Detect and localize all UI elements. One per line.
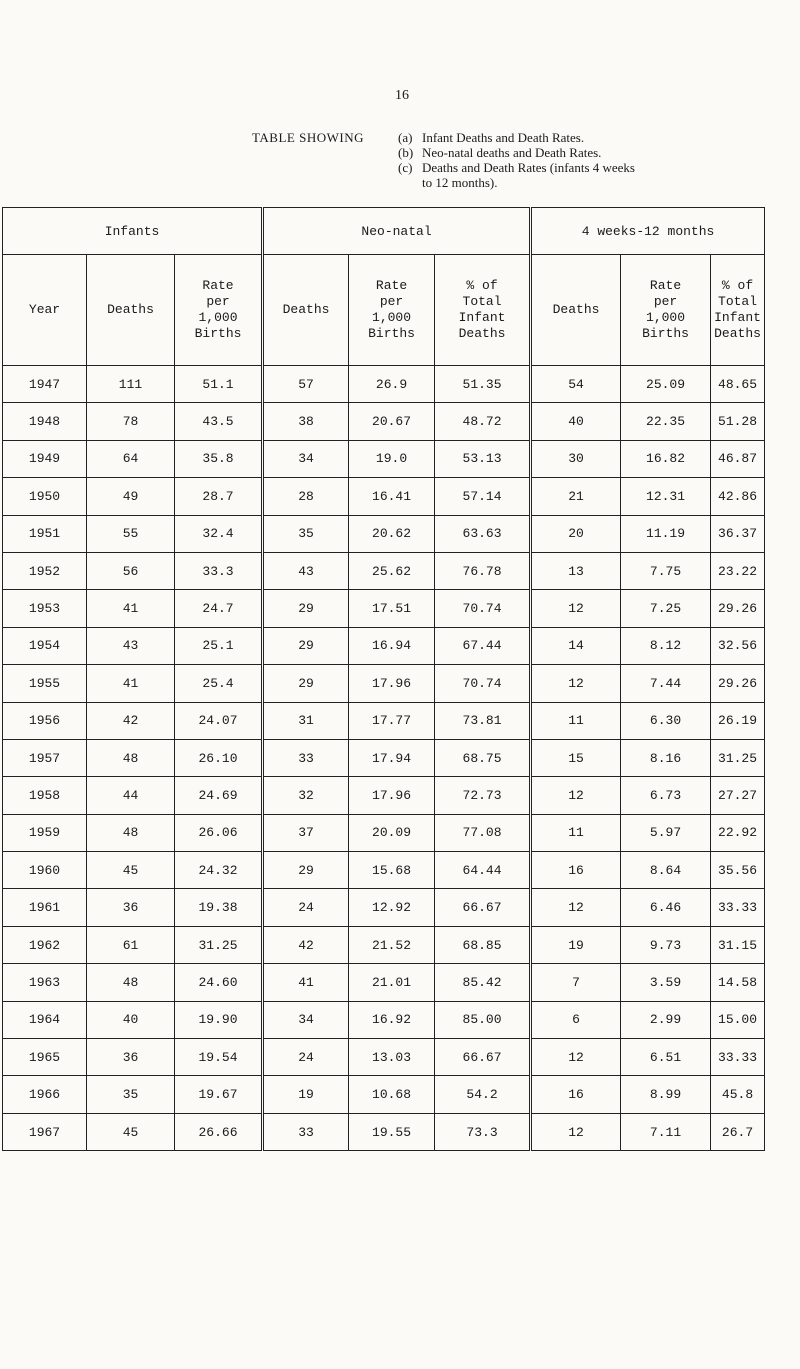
- table-cell: 16.41: [349, 478, 435, 515]
- table-cell: 57: [263, 366, 349, 403]
- table-row: [3, 777, 765, 814]
- table-cell: 20.09: [349, 814, 435, 851]
- table-cell: 17.96: [349, 777, 435, 814]
- table-cell: 21: [531, 478, 621, 515]
- table-cell: 1960: [3, 852, 87, 889]
- table-cell: 7.25: [621, 590, 711, 627]
- table-cell: 29: [263, 852, 349, 889]
- table-cell: 29: [263, 590, 349, 627]
- table-row: [3, 515, 765, 552]
- heading-continuation: to 12 months).: [422, 175, 498, 190]
- table-cell: 10.68: [349, 1076, 435, 1113]
- table-cell: 14: [531, 627, 621, 664]
- table-cell: 19.90: [175, 1001, 263, 1038]
- table-cell: 14.58: [711, 964, 765, 1001]
- table-cell: 25.4: [175, 665, 263, 702]
- table-cell: 33: [263, 1113, 349, 1150]
- table-cell: 37: [263, 814, 349, 851]
- table-cell: 54.2: [435, 1076, 531, 1113]
- table-cell: 24.07: [175, 702, 263, 739]
- table-cell: 41: [87, 665, 175, 702]
- column-header: % of Total Infant Deaths: [435, 255, 531, 366]
- group-header-neo-natal: Neo-natal: [263, 208, 531, 255]
- table-cell: 29.26: [711, 590, 765, 627]
- table-cell: 8.12: [621, 627, 711, 664]
- table-cell: 40: [87, 1001, 175, 1038]
- table-cell: 21.01: [349, 964, 435, 1001]
- table-cell: 5.97: [621, 814, 711, 851]
- table-cell: 111: [87, 366, 175, 403]
- table-cell: 77.08: [435, 814, 531, 851]
- table-cell: 73.3: [435, 1113, 531, 1150]
- heading-item: [398, 130, 635, 145]
- table-cell: 7.44: [621, 665, 711, 702]
- table-cell: 13: [531, 552, 621, 589]
- table-cell: 32.56: [711, 627, 765, 664]
- column-header: Deaths: [263, 255, 349, 366]
- table-cell: 48: [87, 739, 175, 776]
- table-cell: 1966: [3, 1076, 87, 1113]
- table-cell: 1962: [3, 926, 87, 963]
- heading-item-mark: (b): [398, 145, 414, 160]
- column-header: Deaths: [87, 255, 175, 366]
- table-body: [3, 366, 765, 1151]
- table-cell: 55: [87, 515, 175, 552]
- table-cell: 12: [531, 777, 621, 814]
- table-row: [3, 478, 765, 515]
- table-cell: 33: [263, 739, 349, 776]
- table-cell: 12: [531, 1113, 621, 1150]
- table-cell: 35.56: [711, 852, 765, 889]
- table-cell: 12: [531, 590, 621, 627]
- table-cell: 7: [531, 964, 621, 1001]
- table-cell: 1949: [3, 440, 87, 477]
- table-cell: 16.82: [621, 440, 711, 477]
- table-cell: 8.64: [621, 852, 711, 889]
- table-cell: 49: [87, 478, 175, 515]
- table-cell: 23.22: [711, 552, 765, 589]
- table-cell: 1953: [3, 590, 87, 627]
- table-cell: 42: [263, 926, 349, 963]
- table-cell: 31: [263, 702, 349, 739]
- table-cell: 85.00: [435, 1001, 531, 1038]
- table-cell: 48.65: [711, 366, 765, 403]
- table-cell: 25.1: [175, 627, 263, 664]
- table-cell: 26.19: [711, 702, 765, 739]
- table-cell: 43.5: [175, 403, 263, 440]
- column-header: Rate per 1,000 Births: [175, 255, 263, 366]
- table-cell: 1967: [3, 1113, 87, 1150]
- table-cell: 72.73: [435, 777, 531, 814]
- table-cell: 15: [531, 739, 621, 776]
- table-cell: 45.8: [711, 1076, 765, 1113]
- table-row: [3, 964, 765, 1001]
- table-row: [3, 852, 765, 889]
- table-cell: 85.42: [435, 964, 531, 1001]
- table-row: [3, 1039, 765, 1076]
- table-cell: 16: [531, 852, 621, 889]
- table-cell: 43: [87, 627, 175, 664]
- table-cell: 1956: [3, 702, 87, 739]
- column-header: Rate per 1,000 Births: [621, 255, 711, 366]
- table-cell: 48: [87, 964, 175, 1001]
- table-row: [3, 665, 765, 702]
- table-row: [3, 739, 765, 776]
- table-cell: 1947: [3, 366, 87, 403]
- table-cell: 31.25: [175, 926, 263, 963]
- table-cell: 7.75: [621, 552, 711, 589]
- table-cell: 68.75: [435, 739, 531, 776]
- table-row: [3, 702, 765, 739]
- table-cell: 26.10: [175, 739, 263, 776]
- heading-item-text: Infant Deaths and Death Rates.: [422, 130, 585, 145]
- table-cell: 6.30: [621, 702, 711, 739]
- heading-item-text: Deaths and Death Rates (infants 4 weeks: [422, 160, 635, 175]
- table-row: [3, 403, 765, 440]
- heading-item-text: Neo-natal deaths and Death Rates.: [422, 145, 602, 160]
- table-cell: 7.11: [621, 1113, 711, 1150]
- table-cell: 51.28: [711, 403, 765, 440]
- table-cell: 6: [531, 1001, 621, 1038]
- table-cell: 45: [87, 852, 175, 889]
- table-cell: 13.03: [349, 1039, 435, 1076]
- table-cell: 41: [87, 590, 175, 627]
- table-cell: 64: [87, 440, 175, 477]
- table-cell: 11: [531, 702, 621, 739]
- table-cell: 24: [263, 1039, 349, 1076]
- table-cell: 17.94: [349, 739, 435, 776]
- table-cell: 17.96: [349, 665, 435, 702]
- table-cell: 51.35: [435, 366, 531, 403]
- table-cell: 56: [87, 552, 175, 589]
- table-cell: 19: [531, 926, 621, 963]
- table-cell: 51.1: [175, 366, 263, 403]
- table-cell: 73.81: [435, 702, 531, 739]
- table-cell: 26.9: [349, 366, 435, 403]
- table-cell: 1965: [3, 1039, 87, 1076]
- table-cell: 54: [531, 366, 621, 403]
- table-cell: 25.09: [621, 366, 711, 403]
- column-header: Rate per 1,000 Births: [349, 255, 435, 366]
- table-cell: 48: [87, 814, 175, 851]
- table-cell: 19.67: [175, 1076, 263, 1113]
- table-cell: 1963: [3, 964, 87, 1001]
- table-row: [3, 1076, 765, 1113]
- table-row: [3, 366, 765, 403]
- table-cell: 29: [263, 665, 349, 702]
- table-cell: 21.52: [349, 926, 435, 963]
- table-cell: 44: [87, 777, 175, 814]
- table-cell: 57.14: [435, 478, 531, 515]
- table-cell: 68.85: [435, 926, 531, 963]
- table-cell: 24.60: [175, 964, 263, 1001]
- table-cell: 24: [263, 889, 349, 926]
- group-header-infants: Infants: [3, 208, 263, 255]
- table-cell: 28: [263, 478, 349, 515]
- table-cell: 24.7: [175, 590, 263, 627]
- table-cell: 25.62: [349, 552, 435, 589]
- table-cell: 11.19: [621, 515, 711, 552]
- table-row: [3, 590, 765, 627]
- table-cell: 1954: [3, 627, 87, 664]
- table-cell: 63.63: [435, 515, 531, 552]
- table-cell: 22.92: [711, 814, 765, 851]
- table-cell: 12: [531, 1039, 621, 1076]
- table-cell: 15.68: [349, 852, 435, 889]
- table-cell: 33.33: [711, 1039, 765, 1076]
- heading-lead: TABLE SHOWING: [252, 130, 364, 145]
- table-cell: 36: [87, 889, 175, 926]
- table-cell: 9.73: [621, 926, 711, 963]
- column-header: % of Total Infant Deaths: [711, 255, 765, 366]
- heading-item: [398, 145, 635, 160]
- table-cell: 42.86: [711, 478, 765, 515]
- table-row: [3, 1001, 765, 1038]
- table-cell: 8.99: [621, 1076, 711, 1113]
- table-cell: 16.92: [349, 1001, 435, 1038]
- table-cell: 35: [263, 515, 349, 552]
- table-cell: 32: [263, 777, 349, 814]
- table-row: [3, 440, 765, 477]
- table-cell: 11: [531, 814, 621, 851]
- table-cell: 36: [87, 1039, 175, 1076]
- table-cell: 15.00: [711, 1001, 765, 1038]
- table-row: [3, 627, 765, 664]
- table-cell: 12.92: [349, 889, 435, 926]
- table-cell: 20: [531, 515, 621, 552]
- page-number: 16: [395, 88, 409, 103]
- table-cell: 30: [531, 440, 621, 477]
- table-cell: 19.0: [349, 440, 435, 477]
- table-cell: 1951: [3, 515, 87, 552]
- table-cell: 6.51: [621, 1039, 711, 1076]
- table-cell: 78: [87, 403, 175, 440]
- death-rates-table: [2, 207, 765, 1151]
- table-cell: 20.62: [349, 515, 435, 552]
- table-cell: 27.27: [711, 777, 765, 814]
- table-cell: 38: [263, 403, 349, 440]
- table-cell: 19: [263, 1076, 349, 1113]
- table-cell: 26.66: [175, 1113, 263, 1150]
- table-cell: 29: [263, 627, 349, 664]
- table-cell: 16: [531, 1076, 621, 1113]
- table-cell: 6.46: [621, 889, 711, 926]
- table-cell: 24.69: [175, 777, 263, 814]
- table-cell: 46.87: [711, 440, 765, 477]
- table-cell: 43: [263, 552, 349, 589]
- table-cell: 66.67: [435, 889, 531, 926]
- table-cell: 1958: [3, 777, 87, 814]
- table-cell: 16.94: [349, 627, 435, 664]
- table-cell: 17.51: [349, 590, 435, 627]
- table-cell: 32.4: [175, 515, 263, 552]
- table-cell: 19.55: [349, 1113, 435, 1150]
- table-row: [3, 1113, 765, 1150]
- table-cell: 31.25: [711, 739, 765, 776]
- table-cell: 2.99: [621, 1001, 711, 1038]
- heading-items: [398, 130, 635, 190]
- table-cell: 22.35: [621, 403, 711, 440]
- table-cell: 28.7: [175, 478, 263, 515]
- table-cell: 8.16: [621, 739, 711, 776]
- table-cell: 1959: [3, 814, 87, 851]
- heading-item-mark: (a): [398, 130, 413, 145]
- column-header: Year: [3, 255, 87, 366]
- table-cell: 66.67: [435, 1039, 531, 1076]
- table-cell: 40: [531, 403, 621, 440]
- table-cell: 1961: [3, 889, 87, 926]
- table-cell: 70.74: [435, 665, 531, 702]
- column-header: Deaths: [531, 255, 621, 366]
- table-cell: 34: [263, 1001, 349, 1038]
- table-cell: 1964: [3, 1001, 87, 1038]
- table-cell: 67.44: [435, 627, 531, 664]
- table-row: [3, 552, 765, 589]
- table-cell: 35.8: [175, 440, 263, 477]
- table-cell: 36.37: [711, 515, 765, 552]
- table-cell: 31.15: [711, 926, 765, 963]
- heading-item: [398, 160, 635, 175]
- table-cell: 26.7: [711, 1113, 765, 1150]
- table-cell: 61: [87, 926, 175, 963]
- table-cell: 12: [531, 889, 621, 926]
- table-cell: 42: [87, 702, 175, 739]
- table-cell: 24.32: [175, 852, 263, 889]
- table-row: [3, 926, 765, 963]
- table-row: [3, 889, 765, 926]
- table-cell: 20.67: [349, 403, 435, 440]
- table-cell: 34: [263, 440, 349, 477]
- heading-item-mark: (c): [398, 160, 413, 175]
- table-cell: 12: [531, 665, 621, 702]
- table-cell: 48.72: [435, 403, 531, 440]
- table-cell: 1955: [3, 665, 87, 702]
- table-cell: 64.44: [435, 852, 531, 889]
- table-cell: 1948: [3, 403, 87, 440]
- group-header-4-weeks-12-months: 4 weeks-12 months: [531, 208, 765, 255]
- table-cell: 35: [87, 1076, 175, 1113]
- table-cell: 45: [87, 1113, 175, 1150]
- table-cell: 6.73: [621, 777, 711, 814]
- table-cell: 33.33: [711, 889, 765, 926]
- table-cell: 76.78: [435, 552, 531, 589]
- table-cell: 41: [263, 964, 349, 1001]
- table-cell: 26.06: [175, 814, 263, 851]
- table-cell: 17.77: [349, 702, 435, 739]
- table-cell: 1957: [3, 739, 87, 776]
- table-cell: 53.13: [435, 440, 531, 477]
- table-row: [3, 814, 765, 851]
- table-cell: 1952: [3, 552, 87, 589]
- table-cell: 3.59: [621, 964, 711, 1001]
- table-cell: 33.3: [175, 552, 263, 589]
- table-cell: 29.26: [711, 665, 765, 702]
- table-cell: 1950: [3, 478, 87, 515]
- table-cell: 12.31: [621, 478, 711, 515]
- table-cell: 70.74: [435, 590, 531, 627]
- table-cell: 19.54: [175, 1039, 263, 1076]
- table-cell: 19.38: [175, 889, 263, 926]
